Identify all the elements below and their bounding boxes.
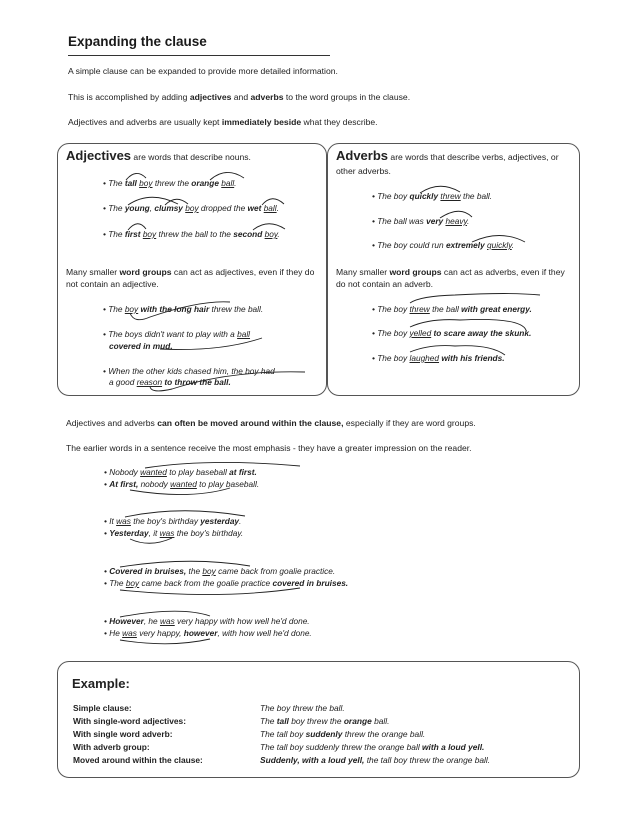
adjective-group-example-2: • The boys didn't want to play with a ball: [103, 329, 251, 339]
adjective-group-example-1: • The boy with the long hair threw the ball.: [103, 304, 264, 314]
move-example-1b: • At first, nobody wanted to play baseball.: [104, 479, 260, 489]
adjective-example-1: • The tall boy threw the orange ball.: [103, 178, 237, 188]
example-label-4: With adverb group:: [73, 742, 150, 752]
adjective-group-example-3-cont: a good reason to throw the ball.: [109, 377, 231, 387]
example-heading: Example:: [72, 676, 130, 691]
adverb-example-3: • The boy could run extremely quickly.: [372, 240, 515, 250]
intro-line-3: Adjectives and adverbs are usually kept immediately beside what they describe.: [68, 117, 378, 127]
example-label-3: With single word adverb:: [73, 729, 173, 739]
move-example-2a: • It was the boy's birthday yesterday.: [104, 516, 242, 526]
example-label-5: Moved around within the clause:: [73, 755, 203, 765]
example-label-2: With single-word adjectives:: [73, 716, 187, 726]
emphasis-text: The earlier words in a sentence receive the most emphasis - they have a greater impression on the reader.: [66, 443, 472, 453]
arrow: [130, 538, 172, 543]
adverb-group-example-2: • The boy yelled to scare away the skunk.: [372, 328, 532, 338]
adjective-example-2: • The young, clumsy boy dropped the wet ball.: [103, 203, 279, 213]
adjectives-heading: Adjectives are words that describe nouns.: [66, 148, 251, 163]
arrow: [120, 639, 210, 644]
adjective-group-example-2-cont: covered in mud.: [109, 341, 173, 351]
move-example-4b: • He was very happy, however, with how well he'd done.: [104, 628, 312, 638]
page-title: Expanding the clause: [68, 34, 207, 49]
movability-text: Adjectives and adverbs can often be moved around within the clause, especially if they are word groups.: [66, 418, 476, 428]
move-example-3b: • The boy came back from the goalie practice covered in bruises.: [104, 578, 349, 588]
intro-line-2: This is accomplished by adding adjectives and adverbs to the word groups in the clause.: [68, 92, 411, 102]
intro-line-1: A simple clause can be expanded to provide more detailed information.: [68, 66, 338, 76]
move-example-3a: • Covered in bruises, the boy came back from goalie practice.: [104, 566, 336, 576]
title-divider: [68, 55, 330, 56]
adverb-example-1: • The boy quickly threw the ball.: [372, 191, 493, 201]
example-value-5: Suddenly, with a loud yell, the tall boy threw the orange ball.: [260, 755, 491, 765]
adverbs-word-groups-text: Many smaller word groups can act as adverbs, even if they do not contain an adverb.: [336, 267, 565, 289]
arrow: [120, 588, 300, 595]
move-example-4a: • However, he was very happy with how well he'd done.: [104, 616, 310, 626]
adverb-group-example-1: • The boy threw the ball with great energy.: [372, 304, 532, 314]
adjective-example-3: • The first boy threw the ball to the second boy.: [103, 229, 280, 239]
example-label-1: Simple clause:: [73, 703, 132, 713]
example-value-3: The tall boy suddenly threw the orange ball.: [260, 729, 426, 739]
example-value-1: The boy threw the ball.: [260, 703, 345, 713]
example-value-4: The tall boy suddenly threw the orange ball with a loud yell.: [260, 742, 485, 752]
example-value-2: The tall boy threw the orange ball.: [260, 716, 390, 726]
move-example-1a: • Nobody wanted to play baseball at first.: [104, 467, 257, 477]
move-example-2b: • Yesterday, it was the boy's birthday.: [104, 528, 244, 538]
adjective-group-example-3: • When the other kids chased him, the boy had: [103, 366, 275, 376]
adjectives-word-groups-text: Many smaller word groups can act as adjectives, even if they do not contain an adjective.: [66, 267, 315, 289]
adverb-group-example-3: • The boy laughed with his friends.: [372, 353, 505, 363]
adverb-example-2: • The ball was very heavy.: [372, 216, 470, 226]
adverbs-heading: Adverbs are words that describe verbs, adjectives, or other adverbs.: [336, 148, 559, 176]
